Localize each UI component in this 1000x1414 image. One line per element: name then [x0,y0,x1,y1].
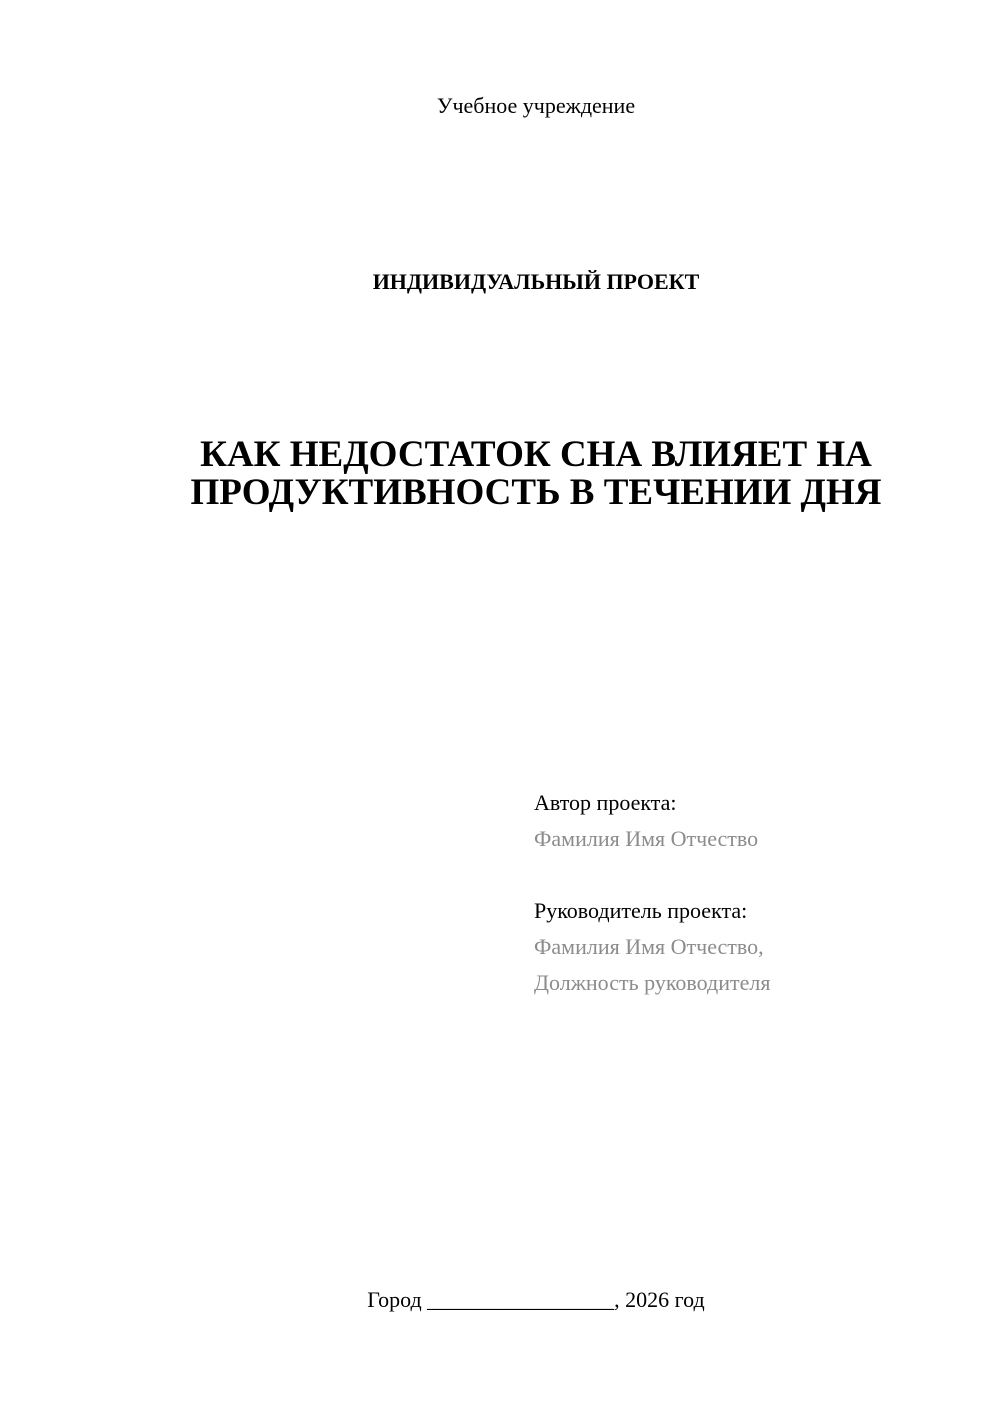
supervisor-position: Должность руководителя [534,970,771,995]
project-title-line-2: ПРОДУКТИВНОСТЬ В ТЕЧЕНИИ ДНЯ [190,472,882,513]
author-label: Автор проекта: [534,790,677,815]
supervisor-block [534,893,974,1001]
supervisor-label: Руководитель проекта: [534,898,748,923]
author-block [534,785,974,857]
document-type: ИНДИВИДУАЛЬНЫЙ ПРОЕКТ [372,269,700,294]
institution-name: Учебное учреждение [436,93,636,118]
project-title [0,436,1000,512]
project-title-line-1: КАК НЕДОСТАТОК СНА ВЛИЯЕТ НА [200,434,872,475]
city-year-footer: Город _________________, 2026 год [367,1287,705,1312]
author-name: Фамилия Имя Отчество [534,826,759,851]
supervisor-name: Фамилия Имя Отчество, [534,934,764,959]
